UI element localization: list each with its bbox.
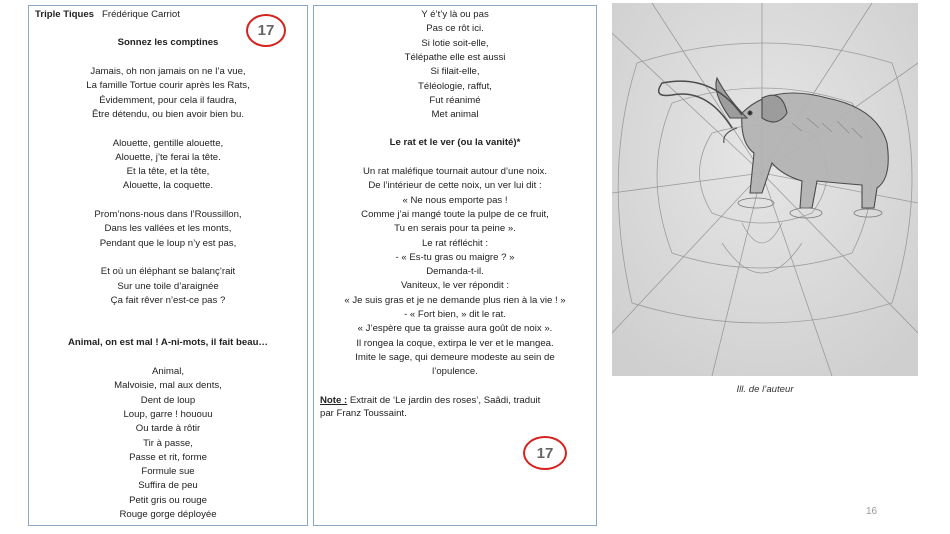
poem-line: Ou tarde à rôtir <box>135 423 201 435</box>
fable-line: - « Fort bien, » dit le rat. <box>404 309 506 320</box>
author-line <box>35 8 180 21</box>
poem-line: Tir à passe, <box>143 437 193 449</box>
page-badge-middle: 17 <box>523 436 567 470</box>
poem-line: Met animal <box>431 109 479 121</box>
fable-line: « Ne nous emporte pas ! <box>402 194 508 206</box>
poem-heading-2: Animal, on est mal ! A-ni-mots, il fait beau… <box>67 337 269 348</box>
poem-line: Alouette, j’te ferai la tête. <box>115 151 221 163</box>
poem-line: Jamais, oh non jamais on ne l’a vue, <box>90 66 246 77</box>
poem-line: Malvoisie, mal aux dents, <box>114 380 222 392</box>
poem-line: Prom’nons-nous dans l’Roussillon, <box>94 209 242 220</box>
fable-line: Un rat maléfique tournait autour d’une noix. <box>363 166 547 177</box>
note-line-2: par Franz Toussaint. <box>320 408 407 419</box>
poem-line: Si filait-elle, <box>430 66 480 78</box>
note-line <box>314 394 596 407</box>
poem-line: Et la tête, et la tête, <box>126 166 210 178</box>
middle-page-panel <box>313 5 597 526</box>
note-text: Extrait de ‘Le jardin des roses’, Saâdi, traduit <box>347 395 541 406</box>
poem-line: Rouge gorge déployée <box>119 509 217 520</box>
journal-title: Triple Tiques <box>35 9 95 20</box>
poem-line: Suffira de peu <box>138 480 198 492</box>
fable-heading: Le rat et le ver (ou la vanité)* <box>389 137 521 148</box>
poem-line: Évidemment, pour cela il faudra, <box>99 94 237 106</box>
fable-line: « J’espère que ta graisse aura goût de noix ». <box>357 323 553 335</box>
poem-line: Sur une toile d’araignée <box>117 280 219 292</box>
fable-line: l’opulence. <box>432 366 478 378</box>
fable-line: Demanda-t-il. <box>426 266 484 278</box>
poem-line: Télépathe elle est aussi <box>404 51 506 63</box>
poem-line: Loup, garre ! hououu <box>123 408 213 420</box>
author-name: Frédérique Carriot <box>102 9 180 20</box>
poem-line: Pendant que le loup n’y est pas, <box>99 237 237 249</box>
poem-line: La famille Tortue courir après les Rats, <box>86 80 250 92</box>
illustration-caption: Ill. de l’auteur <box>736 384 794 395</box>
page-badge-left: 17 <box>246 14 286 47</box>
poem-line: Animal, <box>152 366 184 377</box>
poem-line: Formule sue <box>141 466 195 478</box>
poem-line: Alouette, gentille alouette, <box>112 137 224 149</box>
fable-line: Le rat réfléchit : <box>421 237 489 249</box>
poem-line: Alouette, la coquette. <box>122 180 214 192</box>
poem-line: Dans les vallées et les monts, <box>104 223 232 235</box>
poem-line: Pas ce rôt ici. <box>426 23 484 35</box>
fable-line: Tu en serais pour ta peine ». <box>394 223 516 235</box>
poem-line: Dent de loup <box>140 394 196 406</box>
fable-line: Vaniteux, le ver répondit : <box>400 280 510 292</box>
fable-line: Comme j’ai mangé toute la pulpe de ce fruit, <box>361 208 549 220</box>
note-label: Note : <box>320 395 348 406</box>
elephant-drawing <box>612 3 918 376</box>
illustration-image <box>612 3 918 376</box>
poem-line: Y é’t’y là ou pas <box>421 9 489 20</box>
poem-line: Être détendu, ou bien avoir bien bu. <box>91 108 244 120</box>
left-page-panel <box>28 5 308 526</box>
poem-line: Et où un éléphant se balanç’rait <box>100 266 236 278</box>
fable-line: Il rongea la coque, extirpa le ver et le mangea. <box>356 337 554 349</box>
poem-line: Passe et rit, forme <box>129 451 207 463</box>
fable-line: « Je suis gras et je ne demande plus rien à la vie ! » <box>344 294 566 306</box>
poem-line: Téléologie, raffut, <box>418 80 492 92</box>
poem-line: Fut réanimé <box>429 94 481 106</box>
fable-line: Imite le sage, qui demeure modeste au sein de <box>355 351 555 363</box>
poem-line: Si lotie soit-elle, <box>421 37 489 49</box>
poem-line: Petit gris ou rouge <box>129 494 207 506</box>
poem-heading-1: Sonnez les comptines <box>117 37 219 48</box>
poem-line: Ça fait rêver n’est-ce pas ? <box>110 294 226 306</box>
fable-line: De l’intérieur de cette noix, un ver lui dit : <box>368 180 542 192</box>
fable-line: - « Es-tu gras ou maigre ? » <box>395 251 515 263</box>
page-number: 16 <box>866 506 878 517</box>
